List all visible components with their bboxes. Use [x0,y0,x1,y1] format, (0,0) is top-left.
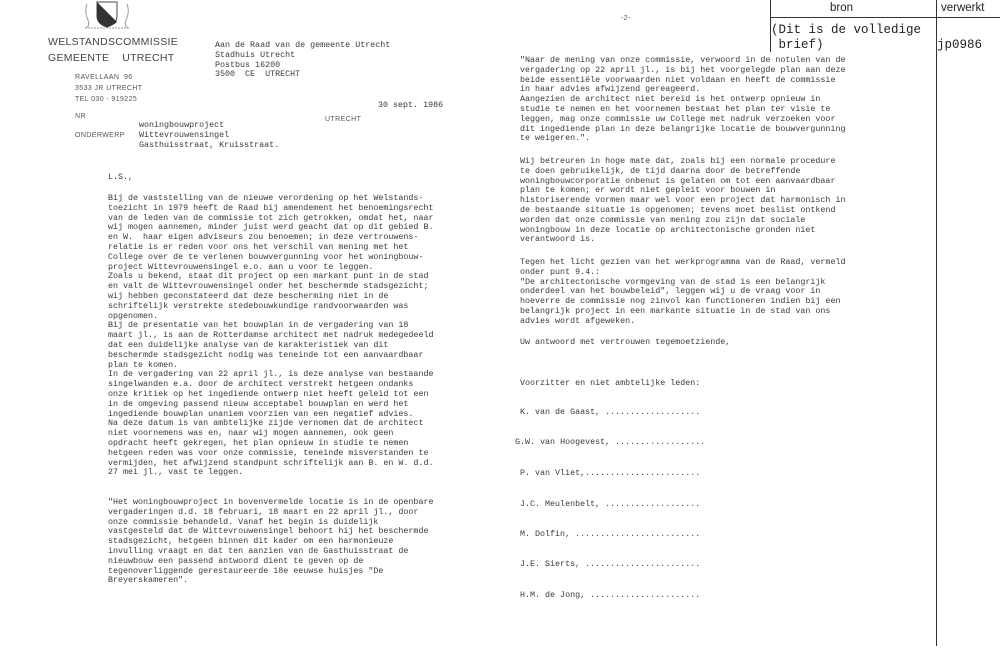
paragraph: Bij de vaststelling van de nieuwe verordening op het Welstands- toezicht in 1979 heeft de Raad bij amendement het benoemingsrecht van de leden van de commissie tot zich getrokken, omdat het, naar wij mogen aannemen, minder juist werd geacht dat op dit gebied B. en W. haar eigen adviseurs zou benoemen; in deze vertrouwens- relatie is er reden voor ons het verschil van mening met het College over de te verlenen bouwvergunning voor het woningbouw- project Wittevrouwensingel e.o. aan u voor te leggen. Zoals u bekend, staat dit project op een markant punt in de stad en valt de Wittevrouwensingel onder het beschermde stadsgezicht; wij hebben geconstateerd dat deze bescherming niet in de schriftelijk verstrekte stedebouwkundige randvoorwaarden was opgenomen. Bij de presentatie van het bouwplan in de vergadering van 18 maart jl., is aan de Rotterdamse architect met nadruk medegedeeld dat een duidelijke analyse van de karakteristiek van dit beschermde stadsgezicht nodig was teneinde tot een aanvaardbaar plan te komen. In de vergadering van 22 april jl., is deze analyse van bestaande singelwanden e.a. door de architect verstrekt hetgeen ondanks onze kritiek op het ingediende ontwerp niet heeft geleid tot een in de omgeving passend nieuw acceptabel bouwplan en werd het ingediende bouwplan unaniem voorzien van een negatief advies. Na deze datum is van ambtelijke zijde vernomen dat de architect niet voornemens was en, naar wij mogen aannemen, ook geen opdracht heeft gekregen, het plan opnieuw in studie te nemen hetgeen reden was voor onze commissie, teneinde misverstanden te vermijden, het afwijzend standpunt schriftelijk aan B. en W. d.d. 27 mei jl., vast te leggen. [108,193,434,478]
signatories-heading: Voorzitter en niet ambtelijke leden: [520,378,701,388]
column-header-bron: bron [830,2,854,14]
paragraph: "Naar de mening van onze commissie, verwoord in de notulen van de vergadering op 22 april jl., is bij het voorgelegde plan aan deze beide essentiële voorwaarden niet voldaan en heeft de commissie in haar advies afwijzend gereageerd. Aangezien de architect niet bereid is het ontwerp opnieuw in studie te nemen en het voornemen bestaat het plan ter visie te leggen, mag onze commissie uw College met nadruk verzoeken voor dit ingediende plan in deze belangrijke locatie de bouwvergunning te weigeren.". [520,55,846,144]
signatory: P. van Vliet,....................... [520,468,701,478]
paragraph: Wij betreuren in hoge mate dat, zoals bij een normale procedure te doen gebruikelijk, de tijd daarna door de betreffende woningbouwcorporatie onbenut is gelaten om tot een aanvaardbaar plan te komen; er wordt niet gepleit voor bouwen in historiserende vormen maar wel voor een project dat harmonisch in de bestaande situatie is opgenomen; tevens moet beslist ontkend worden dat onze commissie van mening zou zijn dat sociale woningbouw in deze locatie op architectonische gronden niet verantwoord is. [520,156,846,245]
table-border [936,0,937,646]
subject-label: ONDERWERP [75,132,125,139]
signatory: K. van de Gaast, ................... [520,407,701,417]
city-label: UTRECHT [325,116,362,123]
column-header-verwerkt: verwerkt [941,2,985,14]
signatory: J.E. Sierts, ....................... [520,559,701,569]
page-number: -2- [621,15,631,22]
signatory: M. Dolfin, ......................... [520,529,701,539]
paragraph: "Het woningbouwproject in bovenvermelde locatie is in de openbare vergaderingen d.d. 18 februari, 18 maart en 22 april jl., door onze commissie behandeld. Vanaf het begin is duidelijk vastgesteld dat de Wittevrouwensingel behoort hij het beschermde stadsgezicht, hetgeen binnen dit kader om een harmonieuze invulling vraagt en dat ten aanzien van de Gasthuisstraat de nieuwbouw een passend antwoord dient te geven op de tegenoverliggende gerestaureerde 18e eeuwse huisjes "De Breyerskameren". [108,497,434,586]
org-municipality: GEMEENTE UTRECHT [48,52,175,64]
subject: woningbouwproject Wittevrouwensingel Gasthuisstraat, Kruisstraat. [139,120,280,150]
salutation: L.S., [108,172,134,182]
coat-of-arms-logo [82,0,132,30]
org-address: RAVELLAAN 96 3533 JR UTRECHT TEL 030 - 919225 [75,74,143,103]
signatory: H.M. de Jong, ...................... [520,590,701,600]
nr-label: NR [75,113,86,120]
bron-value: (Dit is de volledige brief) [771,23,922,52]
paragraph: Tegen het licht gezien van het werkprogramma van de Raad, vermeld onder punt 9.4.: "De architectonische vormgeving van de stad is een belangrijk onderdeel van het bouwbeleid", leggen wij u de vraag voor in hoeverre de commissie nog zinvol kan functioneren indien bij een belangrijk project in een markante situatie in de stad van ons advies wordt afgeweken. [520,257,846,326]
recipient-address: Aan de Raad van de gemeente Utrecht Stadhuis Utrecht Postbus 16200 3500 CE UTRECHT [215,40,391,80]
closing: Uw antwoord met vertrouwen tegemoetziende, [520,337,731,347]
signatory: G.W. van Hoogevest, .................. [515,437,706,447]
verwerkt-value: jp0986 [937,38,983,52]
org-name: WELSTANDSCOMMISSIE [48,36,179,48]
signatory: J.C. Meulenbelt, ................... [520,499,701,509]
letter-date: 30 sept. 1986 [378,100,444,110]
table-border [770,17,1000,18]
